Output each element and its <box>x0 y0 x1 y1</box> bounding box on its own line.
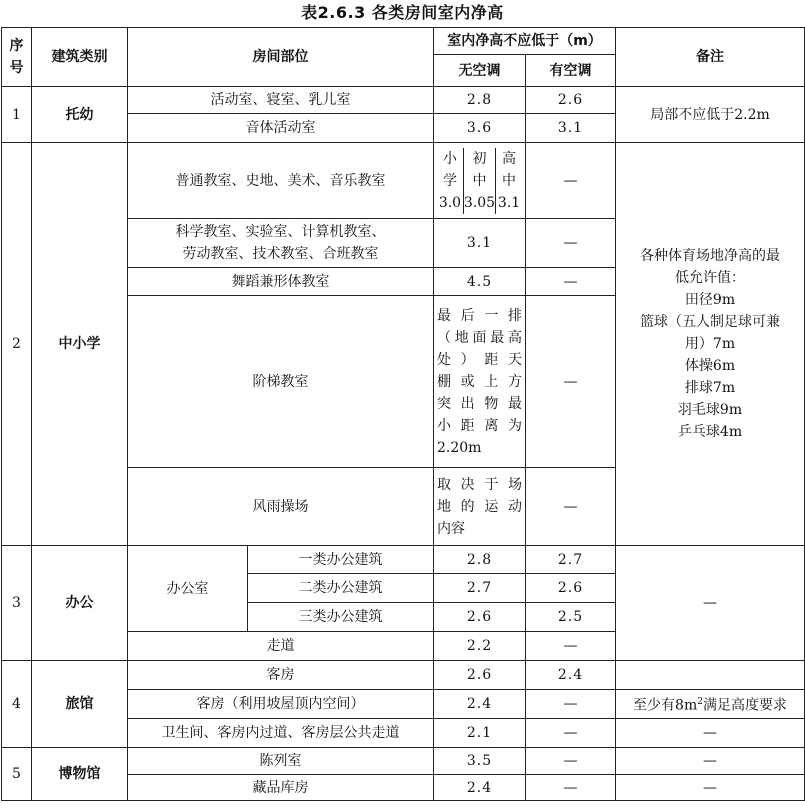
seq-cell: 2 <box>2 143 32 546</box>
sub-value: 3.1 <box>497 194 521 211</box>
room-cell: 卫生间、客房内过道、客房层公共走道 <box>128 719 434 748</box>
type-cell: 中小学 <box>32 143 128 546</box>
with-ac-cell: — <box>526 690 616 719</box>
with-ac-cell: — <box>526 143 616 219</box>
no-ac-cell: 2.8 <box>434 87 526 114</box>
with-ac-cell: — <box>526 268 616 296</box>
note-cell <box>616 661 805 690</box>
room-cell: 普通教室、史地、美术、音乐教室 <box>128 143 434 219</box>
with-ac-cell: — <box>526 219 616 268</box>
subgroup-cell: 办公室 <box>128 546 248 632</box>
note-line: 田径9m <box>684 292 736 308</box>
school-level-senior <box>495 148 522 214</box>
table-row <box>2 748 805 775</box>
room-cell: 走道 <box>128 632 434 661</box>
room-cell: 一类办公建筑 <box>248 546 434 574</box>
room-cell: 藏品库房 <box>128 775 434 801</box>
cell-line: 处）距天 <box>437 351 522 368</box>
cell-line: （地面最高 <box>437 329 522 346</box>
with-ac-cell: 2.6 <box>526 574 616 603</box>
note-cell: — <box>616 748 805 775</box>
note-line: 低允许值： <box>675 270 745 286</box>
no-ac-cell: 2.4 <box>434 775 526 801</box>
note-cell <box>616 143 805 546</box>
note-line: 乒乓球4m <box>677 424 743 440</box>
room-cell: 客房（利用坡屋顶内空间） <box>128 690 434 719</box>
type-cell: 博物馆 <box>32 748 128 801</box>
with-ac-cell: — <box>526 748 616 775</box>
header-with-ac: 有空调 <box>526 55 616 87</box>
no-ac-cell: 3.6 <box>434 114 526 143</box>
sub-label: 初 <box>472 150 487 167</box>
header-height-group: 室内净高不应低于（m） <box>434 28 616 55</box>
header-seq-text: 序 号 <box>9 38 24 76</box>
seq-cell: 4 <box>2 661 32 748</box>
note-line: 用）7m <box>684 336 736 352</box>
note-line: 羽毛球9m <box>677 402 743 418</box>
note-text: 至少有8m <box>633 697 698 714</box>
header-room: 房间部位 <box>128 28 434 87</box>
room-cell: 活动室、寝室、乳儿室 <box>128 87 434 114</box>
note-cell: — <box>616 719 805 748</box>
type-cell: 办公 <box>32 546 128 661</box>
cell-line: 内容 <box>437 520 465 537</box>
school-level-primary <box>437 148 463 214</box>
note-line: 各种体育场地净高的最 <box>640 248 780 264</box>
no-ac-cell <box>434 296 526 468</box>
header-seq <box>2 28 32 87</box>
room-cell: 二类办公建筑 <box>248 574 434 603</box>
no-ac-cell: 2.2 <box>434 632 526 661</box>
header-row <box>2 28 805 55</box>
room-cell: 风雨操场 <box>128 468 434 546</box>
no-ac-cell: 2.1 <box>434 719 526 748</box>
header-type: 建筑类别 <box>32 28 128 87</box>
seq-cell: 1 <box>2 87 32 143</box>
table-row <box>2 546 805 574</box>
sub-label: 中 <box>472 172 487 189</box>
sub-label: 小 <box>442 150 457 167</box>
room-cell <box>128 219 434 268</box>
note-line: 排球7m <box>684 380 736 396</box>
sub-label: 中 <box>502 172 517 189</box>
school-level-junior <box>463 148 495 214</box>
sub-value: 3.0 <box>438 194 462 211</box>
with-ac-cell: 3.1 <box>526 114 616 143</box>
room-cell: 音体活动室 <box>128 114 434 143</box>
with-ac-cell: — <box>526 296 616 468</box>
no-ac-cell: 2.7 <box>434 574 526 603</box>
cell-line: 取决于场 <box>437 476 522 493</box>
note-text: 满足高度要求 <box>702 697 787 714</box>
cell-line: 突出物最 <box>437 395 522 412</box>
sub-label: 高 <box>502 150 517 167</box>
table-row <box>2 661 805 690</box>
cell-line: 地的运动 <box>437 498 522 515</box>
no-ac-cell: 4.5 <box>434 268 526 296</box>
no-ac-cell <box>434 468 526 546</box>
note-line: 篮球（五人制足球可兼 <box>640 314 780 330</box>
note-cell <box>616 690 805 719</box>
room-cell: 客房 <box>128 661 434 690</box>
no-ac-cell: 2.6 <box>434 603 526 632</box>
room-height-table <box>1 27 805 801</box>
with-ac-cell: — <box>526 719 616 748</box>
note-line: 体操6m <box>684 358 736 374</box>
no-ac-cell: 3.1 <box>434 219 526 268</box>
note-cell: — <box>616 775 805 801</box>
with-ac-cell: 2.4 <box>526 661 616 690</box>
table-title: 表2.6.3 各类房间室内净高 <box>301 3 504 22</box>
cell-line: 棚或上方 <box>437 373 522 390</box>
room-cell: 陈列室 <box>128 748 434 775</box>
header-note: 备注 <box>616 28 805 87</box>
table-row <box>2 87 805 114</box>
note-cell: — <box>616 546 805 661</box>
room-cell: 三类办公建筑 <box>248 603 434 632</box>
room-cell: 阶梯教室 <box>128 296 434 468</box>
header-no-ac: 无空调 <box>434 55 526 87</box>
type-cell: 托幼 <box>32 87 128 143</box>
no-ac-cell: 2.4 <box>434 690 526 719</box>
cell-line: 2.20m <box>437 439 482 456</box>
with-ac-cell: 2.7 <box>526 546 616 574</box>
school-level-cell <box>434 143 526 219</box>
table-row <box>2 143 805 219</box>
sub-label: 学 <box>442 172 457 189</box>
sub-value: 3.05 <box>463 194 496 211</box>
note-cell: 局部不应低于2.2m <box>616 87 805 143</box>
cell-line: 小距离为 <box>437 417 522 434</box>
with-ac-cell: — <box>526 775 616 801</box>
with-ac-cell: 2.5 <box>526 603 616 632</box>
no-ac-cell: 2.8 <box>434 546 526 574</box>
with-ac-cell: 2.6 <box>526 87 616 114</box>
room-line: 科学教室、实验室、计算机教室、 <box>175 224 386 240</box>
room-line: 劳动教室、技术教室、合班教室 <box>182 246 379 262</box>
cell-line: 最后一排 <box>437 307 522 324</box>
seq-cell: 5 <box>2 748 32 801</box>
with-ac-cell: — <box>526 468 616 546</box>
type-cell: 旅馆 <box>32 661 128 748</box>
no-ac-cell: 3.5 <box>434 748 526 775</box>
room-cell: 舞蹈兼形体教室 <box>128 268 434 296</box>
with-ac-cell: — <box>526 632 616 661</box>
seq-cell: 3 <box>2 546 32 661</box>
note-sup: 2 <box>697 697 703 708</box>
no-ac-cell: 2.6 <box>434 661 526 690</box>
